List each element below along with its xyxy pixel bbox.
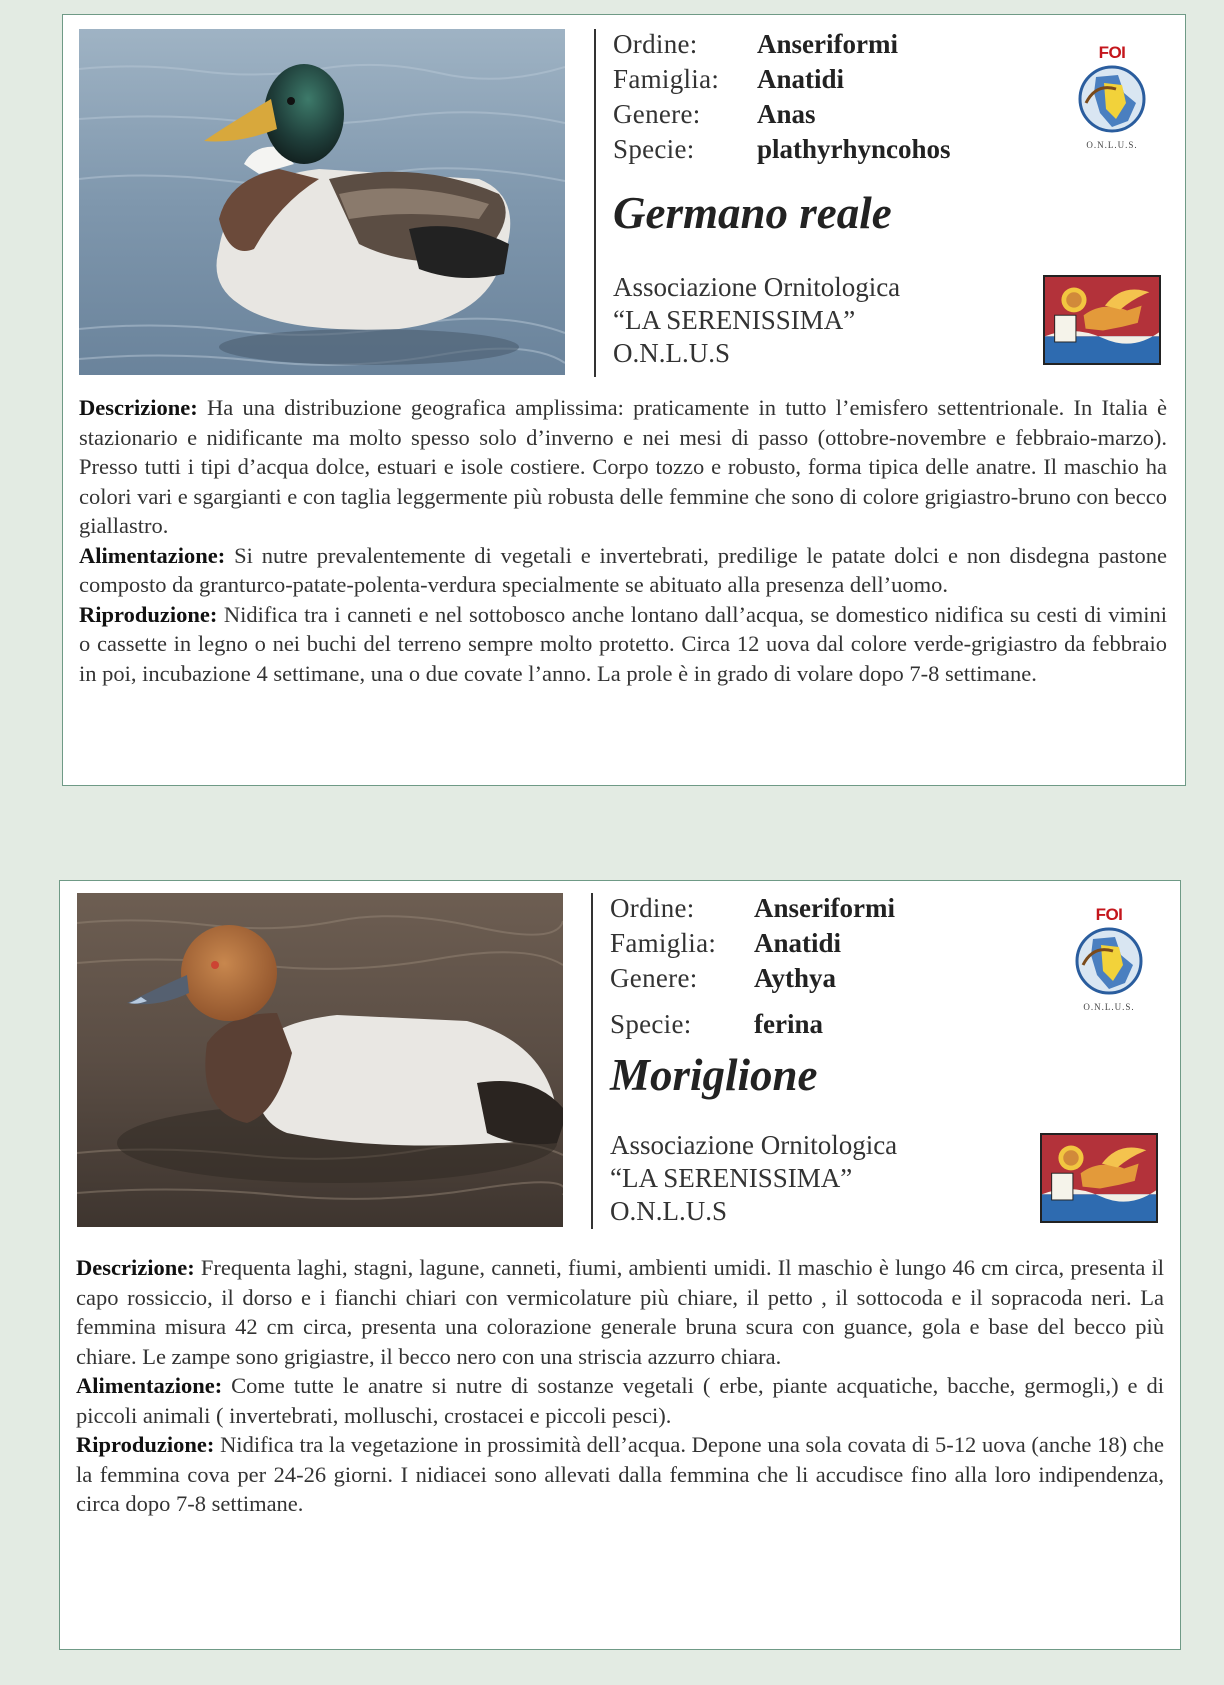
foi-logo [1066, 43, 1158, 155]
association-line1: Associazione Ornitologica [610, 1130, 898, 1160]
association-block [610, 1129, 897, 1228]
serenissima-lion-logo [1043, 275, 1161, 365]
specie-value: plathyrhyncohos [757, 134, 951, 164]
riproduzione-paragraph [76, 1430, 1164, 1519]
ordine-value: Anseriformi [757, 29, 898, 59]
famiglia-label: Famiglia: [610, 928, 717, 958]
descrizione-text: Frequenta laghi, stagni, lagune, canneti, fiumi, ambienti umidi. Il maschio è lungo 46 cm circa, presenta il capo rossiccio, il dorso e i fianchi chiari con vermicolature più chiare, il petto , il sottocoda e il sopracoda neri. La femmina misura 42 cm circa, presenta una colorazione generale bruna scura con guance, gola e base del becco più chiare. Le zampe sono grigiastre, il becco nero con una striscia azzurro chiara. [76, 1255, 1164, 1369]
descrizione-paragraph [79, 393, 1167, 541]
riproduzione-label: Riproduzione: [76, 1432, 215, 1457]
alimentazione-label: Alimentazione: [76, 1373, 223, 1398]
alimentazione-label: Alimentazione: [79, 542, 226, 568]
famiglia-value: Anatidi [754, 928, 842, 958]
foi-logo-subtitle: O.N.L.U.S. [1086, 140, 1138, 150]
descrizione-label: Descrizione: [79, 395, 198, 420]
famiglia-label: Famiglia: [613, 64, 720, 94]
species-card-moriglione [59, 880, 1181, 1650]
genere-label: Genere: [610, 963, 698, 993]
serenissima-lion-logo [1040, 1133, 1158, 1223]
foi-logo-title: FOI [1098, 43, 1126, 62]
mallard-photo [79, 29, 565, 375]
descrizione-paragraph [76, 1253, 1164, 1371]
specie-value: ferina [754, 1009, 823, 1039]
association-line1: Associazione Ornitologica [613, 272, 901, 302]
famiglia-value: Anatidi [757, 64, 845, 94]
alimentazione-text: Si nutre prevalentemente di vegetali e invertebrati, predilige le patate dolci e non disdegna pastone composto da granturco-patate-polenta-verdura specialmente se abituato alla presenza dell’uomo. [79, 542, 1168, 597]
association-line3: O.N.L.U.S [613, 338, 731, 368]
ordine-value: Anseriformi [754, 893, 895, 923]
genere-value: Anas [757, 99, 816, 129]
descrizione-text: Ha una distribuzione geografica amplissima: praticamente in tutto l’emisfero settentrionale. In Italia è stazionario e nidificante ma molto spesso solo d’inverno e nei mesi di passo (ottobre-novembre e febbraio-marzo). Presso tutti i tipi d’acqua dolce, estuari e isole costiere. Corpo tozzo e robusto, forma tipica delle anatre. Il maschio ha colori vari e sgargianti e con taglia leggermente più robusta delle femmine che sono di colore grigiastro-bruno con becco giallastro. [79, 395, 1167, 538]
alimentazione-text: Come tutte le anatre si nutre di sostanze vegetali ( erbe, piante acquatiche, bacche, germogli,) e di piccoli animali ( invertebrati, molluschi, crostacei e piccoli pesci). [76, 1373, 1164, 1428]
association-line2: “LA SERENISSIMA” [610, 1163, 853, 1193]
ordine-label: Ordine: [610, 893, 695, 923]
alimentazione-paragraph [79, 541, 1167, 600]
ordine-label: Ordine: [613, 29, 698, 59]
riproduzione-label: Riproduzione: [79, 601, 218, 627]
foi-logo-title: FOI [1095, 905, 1123, 924]
vertical-divider [594, 29, 596, 377]
association-line2: “LA SERENISSIMA” [613, 305, 856, 335]
genere-label: Genere: [613, 99, 701, 129]
species-card-germano-reale [62, 14, 1186, 786]
descrizione-label: Descrizione: [76, 1255, 195, 1280]
pochard-photo [77, 893, 563, 1227]
genere-value: Aythya [754, 963, 837, 993]
vertical-divider [591, 893, 593, 1229]
riproduzione-paragraph [79, 600, 1167, 689]
species-common-name: Germano reale [613, 188, 892, 238]
foi-emblem-icon [1066, 63, 1158, 135]
foi-emblem-icon [1063, 925, 1155, 997]
specie-label: Specie: [610, 1009, 692, 1039]
association-line3: O.N.L.U.S [610, 1196, 728, 1226]
foi-logo [1063, 905, 1155, 1017]
description-text [79, 393, 1167, 688]
specie-label: Specie: [613, 134, 695, 164]
species-common-name: Moriglione [610, 1050, 818, 1100]
alimentazione-paragraph [76, 1371, 1164, 1430]
description-text [76, 1253, 1164, 1519]
riproduzione-text: Nidifica tra la vegetazione in prossimità dell’acqua. Depone una sola covata di 5-12 uova (anche 18) che la femmina cova per 24-26 giorni. I nidiacei sono allevati dalla femmina che li accudisce fino alla loro indipendenza, circa dopo 7-8 settimane. [76, 1432, 1165, 1516]
association-block [613, 271, 900, 370]
foi-logo-subtitle: O.N.L.U.S. [1083, 1002, 1135, 1012]
riproduzione-text: Nidifica tra i canneti e nel sottobosco anche lontano dall’acqua, se domestico nidifica su cesti di vimini o cassette in legno o nei buchi del terreno sempre molto protetto. Circa 12 uova dal colore verde-grigiastro da febbraio in poi, incubazione 4 settimane, una o due covate l’anno. La prole è in grado di volare dopo 7-8 settimane. [79, 601, 1168, 686]
